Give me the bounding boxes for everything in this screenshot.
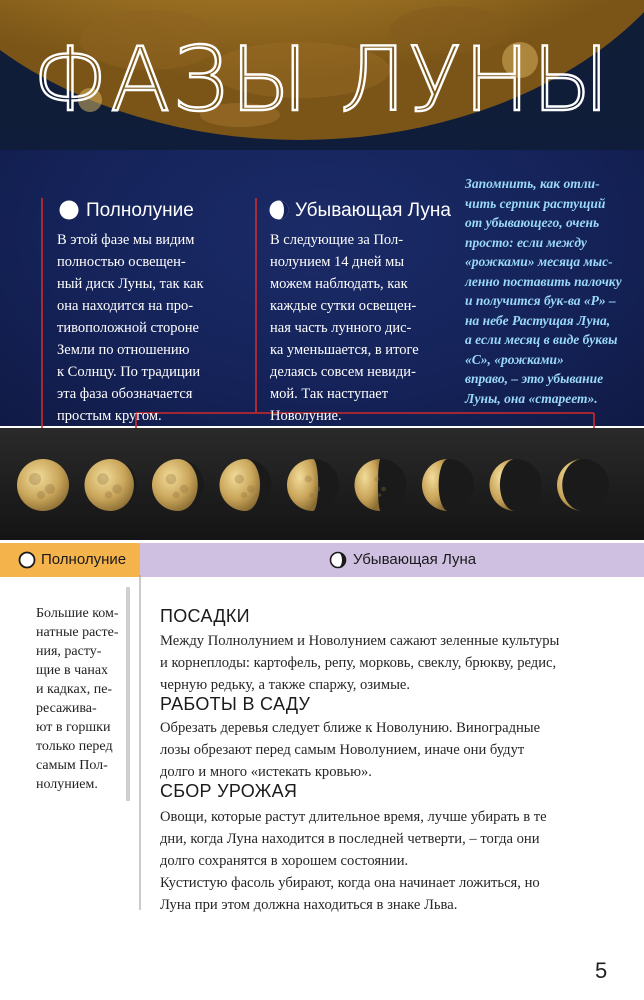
mnemonic-tip: Запомнить, как отли- чить серпик растущий от убывающего, очень просто: если между «рожками» месяца мыс- ленно поставить палочку и получится бук-ва «Р» – на небе Растущая Луна, а если месяц в виде буквы «С», «рожками» вправо, – это убывание Луны, она «стареет».: [465, 176, 622, 406]
full-moon-icon: [58, 199, 80, 221]
full-moon-bar-icon: [18, 551, 36, 569]
waning-moon-bar-icon: [329, 551, 347, 569]
waning-moon-heading: Убывающая Луна: [295, 200, 451, 221]
waning-moon-bar: [140, 543, 644, 577]
side-note: Большие ком- натные расте- ния, расту- щие в чанах и кадках, пе- ресажива- ют в горшки только перед самым Пол- нолунием.: [36, 606, 119, 792]
page: ФАЗЫ ЛУНЫ Полнолуние В этой фазе мы видим полностью освещен- ный диск Луны, так как она находится на про- тивоположной стороне Земли по отношению к Солнцу. По традиции эта фаза обозначается простым кругом. Убывающая Луна В следующие за Пол- нолунием 14 дней мы можем наблюдать, как каждые сутки освещен- ная часть лунного дис- ка уменьшается, в итоге делаясь совсем невиди- мой. Так наступает Новолуние. Запомнить, как отли- чить серпик растущий от убывающего, очень просто: если между «рожками» месяца мыс- ленно поставить палочку и получится бук-ва «Р» – на небе Растущая Луна, а если месяц в виде буквы «С», «рожками» вправо, – это убывание Луны, она «стареет». Полнолуние Убывающая Луна Большие ком- натные расте- ния, расту- щие в чанах и кадках, пе- ресажива- ют в горшки только перед самым Пол- нолунием. ПОСАДКИ Между Полнолунием и Новолунием сажают зеленные культуры и корнеплоды: картофель, репу, морковь, свеклу, брюкву, редис, черную редьку, а также спаржу, озимые. РАБОТЫ В САДУ Обрезать деревья следует ближе к Новолунию. Виноградные лозы обрезают перед самым Новолунием, иначе они будут долго и много «истекать кровью». СБОР УРОЖАЯ Овощи, которые растут длительное время, лучше убирать в те дни, когда Луна находится в последней четверти, – тогда они долго сохранятся в хорошем состоянии. Кустистую фасоль убирают, когда она начинает ложиться, но Луна при этом должна находиться в знаке Льва. 5: [0, 0, 644, 1000]
moon-phase-5: [287, 459, 339, 511]
section-heading-planting: ПОСАДКИ: [160, 606, 250, 626]
waning-moon-icon: [268, 199, 290, 221]
full-moon-heading: Полнолуние: [86, 200, 194, 221]
section-heading-harvest: СБОР УРОЖАЯ: [160, 781, 298, 801]
moon-phase-sequence: [0, 428, 644, 540]
section-text-harvest: Овощи, которые растут длительное время, лучше убирать в те дни, когда Луна находится в последней четверти, – тогда они долго сохранятся в хорошем состоянии. Кустистую фасоль убирают, когда она начинает ложиться, но Луна при этом должна находиться в знаке Льва.: [160, 809, 547, 913]
page-title: ФАЗЫ ЛУНЫ: [32, 28, 612, 131]
full-moon-bar-label: Полнолуние: [41, 551, 127, 568]
moon-phase-2: [85, 459, 137, 511]
moon-phase-8: [490, 459, 542, 511]
moon-phase-6: [355, 459, 407, 511]
moon-phase-3: [152, 459, 204, 511]
full-moon-bar: [0, 543, 140, 577]
moon-phase-4: [220, 459, 272, 511]
section-text-garden-work: Обрезать деревья следует ближе к Новолунию. Виноградные лозы обрезают перед самым Новолунием, иначе они будут долго и много «истекать кровью».: [160, 720, 541, 780]
page-number: 5: [595, 958, 608, 983]
waning-moon-bar-label: Убывающая Луна: [353, 551, 477, 568]
title-banner: [0, 0, 644, 150]
moon-phase-7: [422, 459, 474, 511]
moon-phase-9: [557, 459, 609, 511]
section-heading-garden-work: РАБОТЫ В САДУ: [160, 694, 311, 714]
moon-phase-1: [17, 459, 69, 511]
moon-phase-strip: [0, 428, 644, 540]
section-text-planting: Между Полнолунием и Новолунием сажают зеленные культуры и корнеплоды: картофель, репу, морковь, свеклу, брюкву, редис, черную редьку, а также спаржу, озимые.: [160, 633, 560, 693]
